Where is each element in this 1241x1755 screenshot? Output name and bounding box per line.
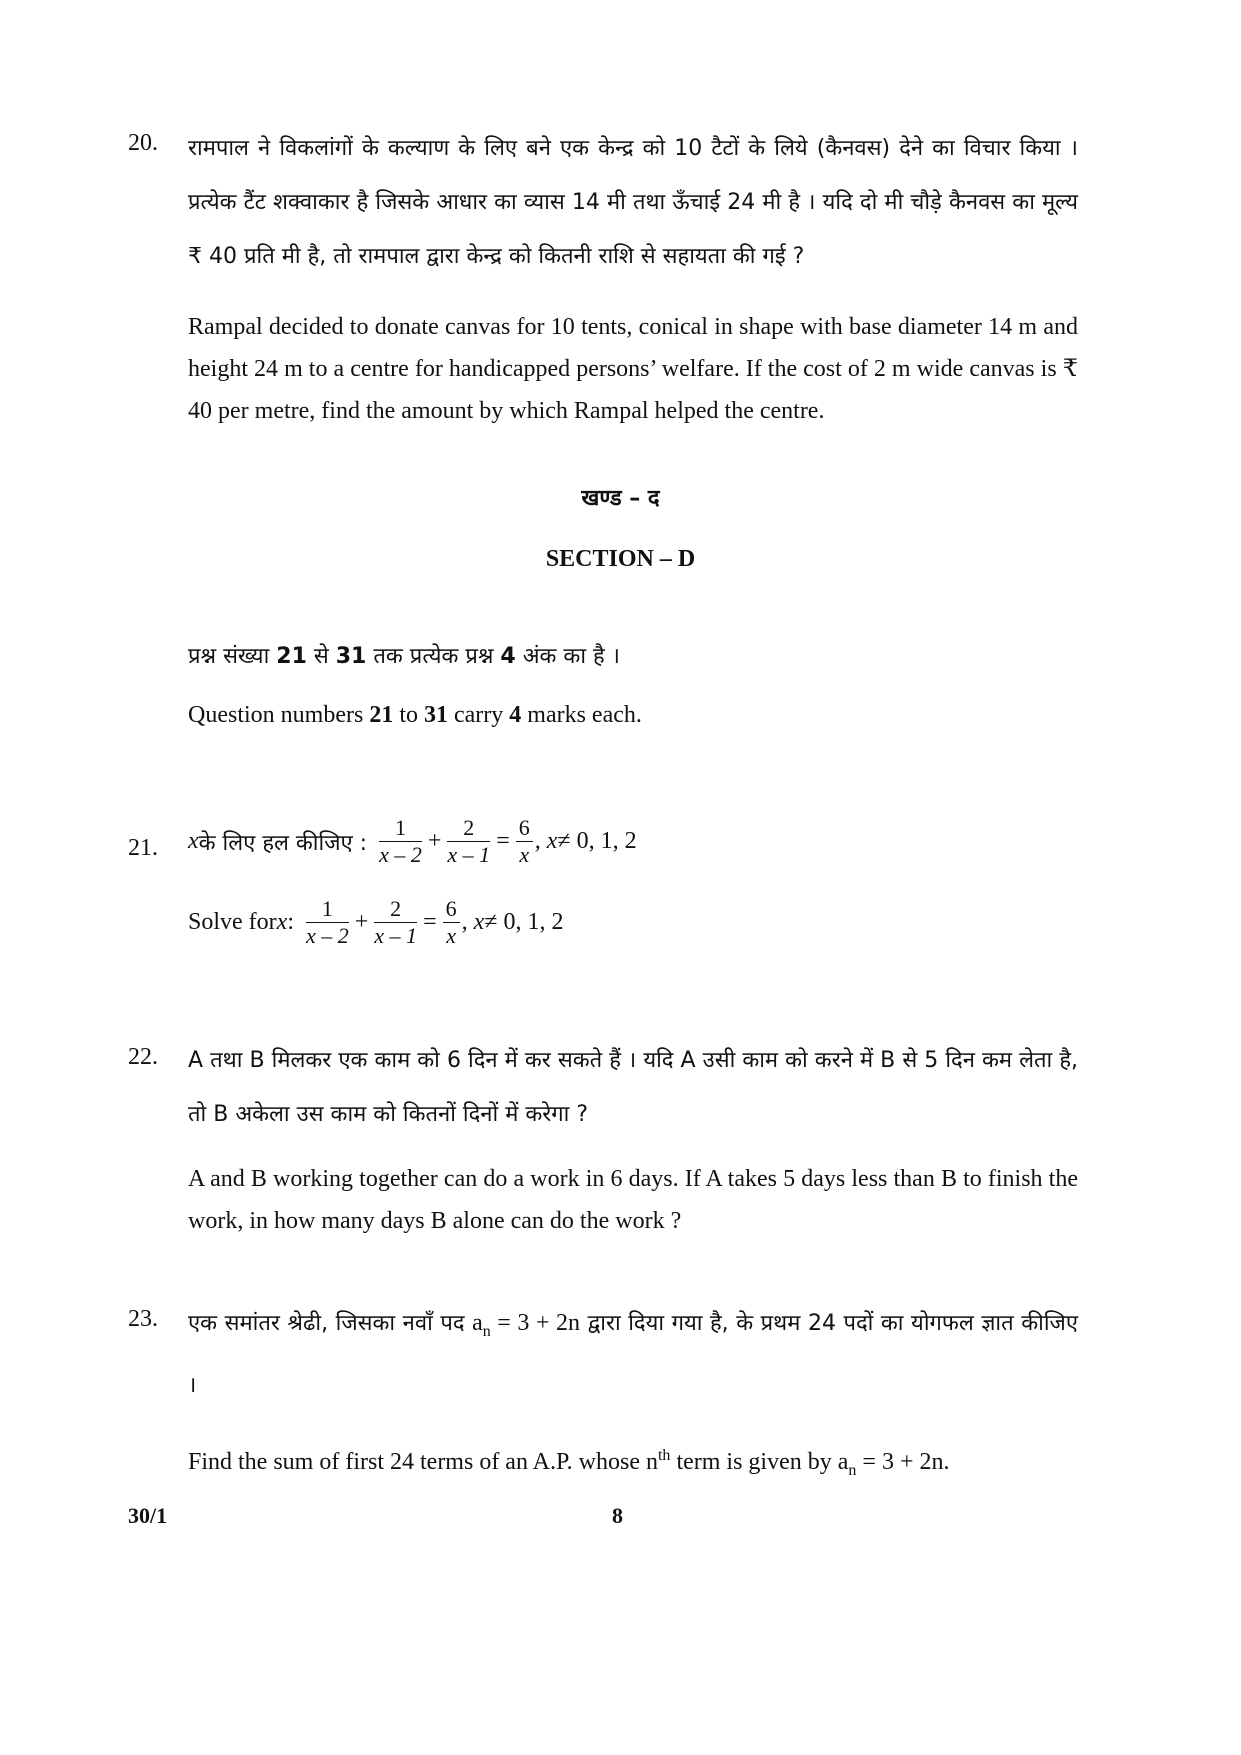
question-text-english: A and B working together can do a work in 6 days. If A takes 5 days less than B to finish the work, in how many days B alone can do the work ? xyxy=(188,1166,1078,1234)
equation-english: Solve for x : $\frac{1}{x - 2}$ + $\frac{2}{x - 1}$ = $\frac{6}{x}$ , x ≠ 0, 1, 2 xyxy=(188,896,564,948)
question-number: 20. xyxy=(128,130,158,156)
page-number: 8 xyxy=(612,1503,623,1528)
fraction: $\frac{6}{x}$ xyxy=(443,896,460,949)
paper-code: 30/1 xyxy=(128,1503,168,1528)
instruction-english: Question numbers 21 to 31 carry 4 marks each. xyxy=(188,702,642,728)
fraction: $\frac{1}{x - 2}$ xyxy=(379,815,422,867)
section-title-english: SECTION – D xyxy=(545,546,696,572)
fraction: $\frac{1}{x - 2}$ xyxy=(305,896,349,948)
question-body xyxy=(188,122,1078,432)
question-text-hindi: एक समांतर श्रेढी, जिसका नवाँ पद $a_n = 3 + 2n$ द्वारा दिया गया है, के प्रथम 24 पदों का योगफल ज्ञात कीजिए । xyxy=(188,1310,1079,1398)
question-text-hindi: रामपाल ने विकलांगों के कल्याण के लिए बने एक केन्द्र को 10 टैटों के लिये (कैनवस) देने का विचार किया । प्रत्येक टैंट शक्वाकार है जिसके आधार का व्यास 14 मी तथा ऊँचाई 24 मी है । यदि दो मी चौड़े कैनवस का मूल्य ₹ 40 प्रति मी है, तो रामपाल द्वारा केन्द्र को कितनी राशि से सहायता की गई ? xyxy=(188,136,1078,269)
fraction: $\frac{6}{x}$ xyxy=(516,815,533,868)
question-text-hindi: A तथा B मिलकर एक काम को 6 दिन में कर सकते हैं । यदि A उसी काम को करने में B से 5 दिन कम लेता है, तो B अकेला उस काम को कितनों दिनों में करेगा ? xyxy=(188,1048,1078,1127)
question-number: 21. xyxy=(128,835,158,861)
question-text-english: Rampal decided to donate canvas for 10 tents, conical in shape with base diameter 14 m and height 24 m to a centre for handicapped persons’ welfare. If the cost of 2 m wide canvas is ₹ 40 per metre, find the amount by which Rampal helped the centre. xyxy=(188,314,1078,424)
question-number: 22. xyxy=(128,1044,158,1070)
fraction: $\frac{2}{x - 1}$ xyxy=(447,815,491,867)
fraction: $\frac{2}{x - 1}$ xyxy=(374,896,418,948)
question-text-english: Find the sum of first 24 terms of an A.P. whose $n^{th}$ term is given by $a_n = 3 + 2n$. xyxy=(188,1446,950,1479)
instruction-hindi: प्रश्न संख्या 21 से 31 तक प्रत्येक प्रश्न 4 अंक का है । xyxy=(188,644,621,669)
section-title-hindi: खण्ड – द xyxy=(581,486,660,511)
equation-hindi: x के लिए हल कीजिए : $\frac{1}{x - 2}$ + $\frac{2}{x - 1}$ = $\frac{6}{x}$ , x ≠ 0, 1, 2 xyxy=(188,815,637,867)
question-number: 23. xyxy=(128,1306,158,1332)
